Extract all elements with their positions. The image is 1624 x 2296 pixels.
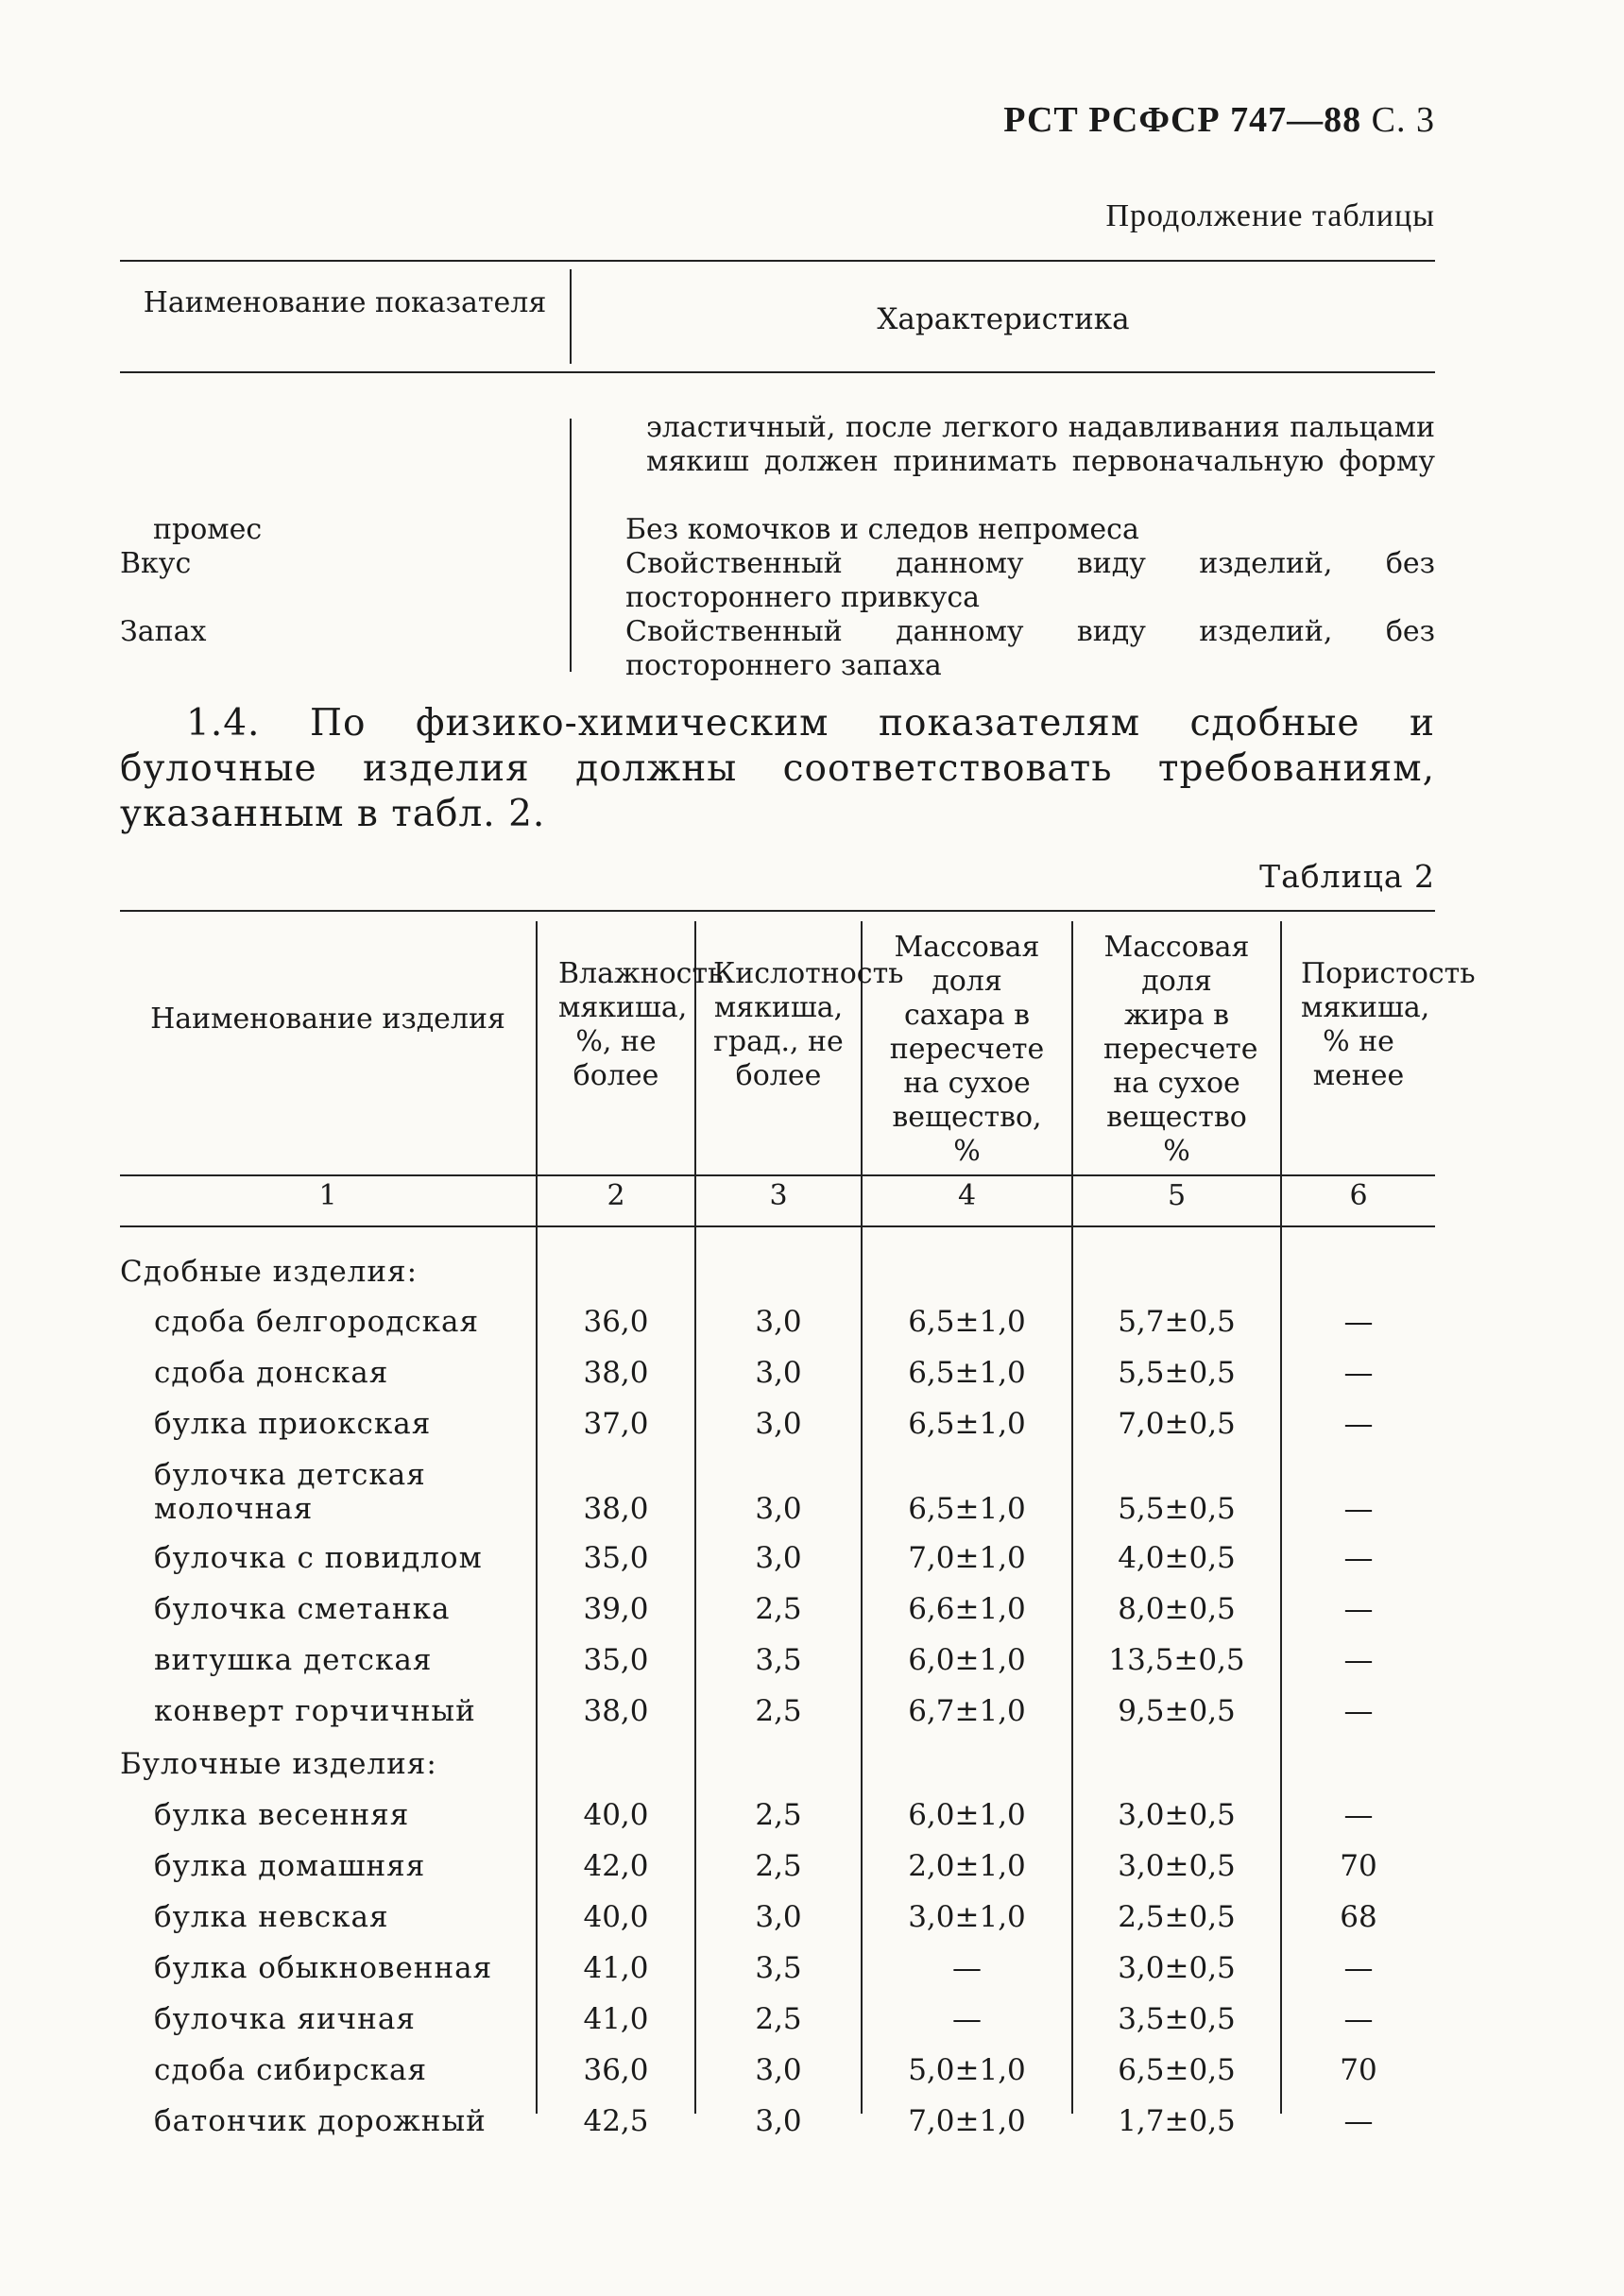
table-row: сдоба сибирская 36,0 3,0 5,0±1,0 6,5±0,5 70 xyxy=(154,2053,1377,2087)
table-row: булочка детская молочная 38,0 3,0 6,5±1,0 5,5±0,5 — xyxy=(154,1458,1374,1526)
continuation-label: Продолжение таблицы xyxy=(1105,198,1435,233)
table2-label: Таблица 2 xyxy=(1259,858,1435,895)
doc-code: РСТ РСФСР 747—88 xyxy=(1003,100,1362,140)
group-title: Булочные изделия: xyxy=(120,1747,437,1781)
table1-header-rule xyxy=(120,371,1435,373)
table-row: сдоба донская 38,0 3,0 6,5±1,0 5,5±0,5 — xyxy=(154,1356,1374,1390)
table1-row-text: Без комочков и следов непромеса xyxy=(625,513,1139,546)
col-number: 5 xyxy=(1167,1179,1187,1212)
group-title: Сдобные изделия: xyxy=(120,1255,419,1289)
table1-row-name: промес xyxy=(153,513,263,546)
table-row: булочка с повидлом 35,0 3,0 7,0±1,0 4,0±0,5 — xyxy=(154,1541,1374,1575)
table2-header-fat: Массовая доля жира в пересчете на сухое вещество % xyxy=(1103,931,1258,1168)
table1-header-name: Наименование показателя xyxy=(143,286,547,319)
table2-header-porosity: Пористость мякиша, % не менее xyxy=(1301,957,1476,1092)
table1-top-rule xyxy=(120,260,1435,262)
table1-row-text: эластичный, после легкого надавливания пальцами мякиш должен принимать первоначальную форму xyxy=(646,411,1435,478)
col-number: 3 xyxy=(769,1179,788,1212)
table-row: булка приокская 37,0 3,0 6,5±1,0 7,0±0,5 — xyxy=(154,1407,1374,1441)
page-number: С. 3 xyxy=(1371,100,1435,140)
table2-header-moisture: Влажность мякиша, %, не более xyxy=(558,957,724,1092)
table-row: булка невская 40,0 3,0 3,0±1,0 2,5±0,5 68 xyxy=(154,1900,1377,1934)
table1-header-characteristic: Характеристика xyxy=(877,302,1130,336)
col-number: 1 xyxy=(318,1179,337,1212)
col-number: 6 xyxy=(1349,1179,1368,1212)
table-row: булка обыкновенная 41,0 3,5 — 3,0±0,5 — xyxy=(154,1951,1374,1985)
table2-header-sugar: Массовая доля сахара в пересчете на сухое вещество, % xyxy=(889,931,1045,1168)
table2-number-rule xyxy=(120,1225,1435,1227)
table-row: витушка детская 35,0 3,5 6,0±1,0 13,5±0,5 — xyxy=(154,1643,1374,1677)
table1-row-text: Свойственный данному виду изделий, без постороннего запаха xyxy=(625,615,1435,682)
table-row: батончик дорожный 42,5 3,0 7,0±1,0 1,7±0,5 — xyxy=(154,2104,1374,2138)
table-row: булочка яичная 41,0 2,5 — 3,5±0,5 — xyxy=(154,2002,1374,2036)
table2-header-rule xyxy=(120,1174,1435,1176)
col-number: 2 xyxy=(607,1179,625,1212)
table-row: булочка сметанка 39,0 2,5 6,6±1,0 8,0±0,5 — xyxy=(154,1592,1374,1626)
page-header xyxy=(1003,99,1435,141)
table1-row-name: Вкус xyxy=(120,547,192,580)
table-row: сдоба белгородская 36,0 3,0 6,5±1,0 5,7±0,5 — xyxy=(154,1305,1374,1339)
table1-row-text: Свойственный данному виду изделий, без постороннего привкуса xyxy=(625,547,1435,614)
table-row: булка весенняя 40,0 2,5 6,0±1,0 3,0±0,5 — xyxy=(154,1798,1374,1832)
table2-header-name: Наименование изделия xyxy=(150,1002,505,1036)
section-paragraph: 1.4. По физико-химическим показателям сдобные и булочные изделия должны соответствовать требованиям, указанным в табл. 2. xyxy=(120,702,1435,835)
table2 xyxy=(120,910,1476,2138)
table-row: булка домашняя 42,0 2,5 2,0±1,0 3,0±0,5 70 xyxy=(154,1849,1377,1883)
table2-header-acidity: Кислотность мякиша, град., не более xyxy=(713,957,904,1092)
col-number: 4 xyxy=(957,1179,977,1212)
table-row: конверт горчичный 38,0 2,5 6,7±1,0 9,5±0,5 — xyxy=(154,1694,1374,1728)
table2-top-rule xyxy=(120,910,1435,912)
table1-row-name: Запах xyxy=(120,615,207,648)
